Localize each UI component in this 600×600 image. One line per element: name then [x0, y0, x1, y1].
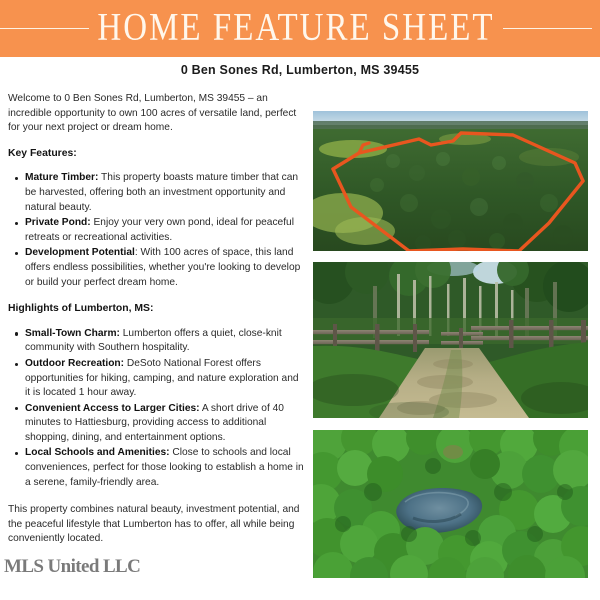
list-item	[8, 446, 304, 490]
list-item	[8, 327, 304, 356]
property-address-heading: 0 Ben Sones Rd, Lumberton, MS 39455	[180, 63, 420, 77]
list-item-label: Outdoor Recreation:	[25, 357, 125, 369]
list-item-text: A short drive of 40 minutes to Hattiesburg, providing access to additional shopping, dining, and entertainment options.	[25, 402, 284, 443]
watermark-mls-united: MLS United LLC	[4, 556, 141, 577]
closing-paragraph: This property combines natural beauty, investment potential, and the peaceful lifestyle that Lumberton has to offer, all while being conveniently located.	[8, 504, 300, 545]
section-spacer	[8, 291, 304, 302]
list-item-text: Enjoy your very own pond, ideal for peaceful retreats or recreational activities.	[25, 217, 294, 243]
list-item-text: Close to schools and local conveniences, perfect for those looking to establish a home in a serene, family-friendly area.	[25, 447, 304, 488]
intro-paragraph: Welcome to 0 Ben Sones Rd, Lumberton, MS 39455 – an incredible opportunity to own 100 acres of versatile land, perfect for your next project or dream home.	[8, 93, 297, 134]
list-item-label: Convenient Access to Larger Cities:	[25, 402, 200, 414]
highlights-heading: Highlights of Lumberton, MS:	[8, 303, 154, 315]
header-banner	[0, 0, 600, 57]
list-item	[8, 246, 304, 290]
page-title: HOME FEATURE SHEET	[97, 6, 495, 50]
description-column	[8, 92, 304, 547]
key-features-heading: Key Features:	[8, 147, 77, 159]
aerial-pond-illustration	[313, 430, 588, 578]
list-item-label: Small-Town Charm:	[25, 327, 120, 339]
list-item-label: Private Pond:	[25, 217, 91, 229]
list-item	[8, 402, 304, 446]
dirt-road-illustration	[313, 262, 588, 418]
list-item-label: Development Potential	[25, 247, 135, 259]
list-item-text: This property boasts mature timber that can be harvested, offering both an investment opportunity and natural beauty.	[25, 172, 299, 213]
list-item	[8, 171, 304, 215]
list-item-text: Lumberton offers a quiet, close-knit community with Southern hospitality.	[25, 327, 282, 354]
list-item-text: DeSoto National Forest offers opportunities for hiking, camping, and nature exploration and it is located 1 hour away.	[25, 357, 299, 399]
photo-dirt-road-fence	[313, 262, 588, 418]
list-item	[8, 216, 304, 245]
list-item-label: Mature Timber:	[25, 172, 99, 184]
list-item-text: : With 100 acres of space, this land offers endless possibilities, whether you're looking to develop or build your perfect dream home.	[25, 247, 301, 288]
banner-rule-right	[503, 28, 592, 29]
key-features-list	[8, 171, 304, 290]
photo-aerial-pond	[313, 430, 588, 578]
header-banner-content	[0, 0, 600, 57]
banner-rule-left	[0, 28, 89, 29]
aerial-boundary-illustration	[313, 111, 588, 251]
highlights-list	[8, 327, 304, 491]
list-item-label: Local Schools and Amenities:	[25, 447, 170, 459]
photo-aerial-property-boundary	[313, 111, 588, 251]
list-item	[8, 357, 304, 401]
